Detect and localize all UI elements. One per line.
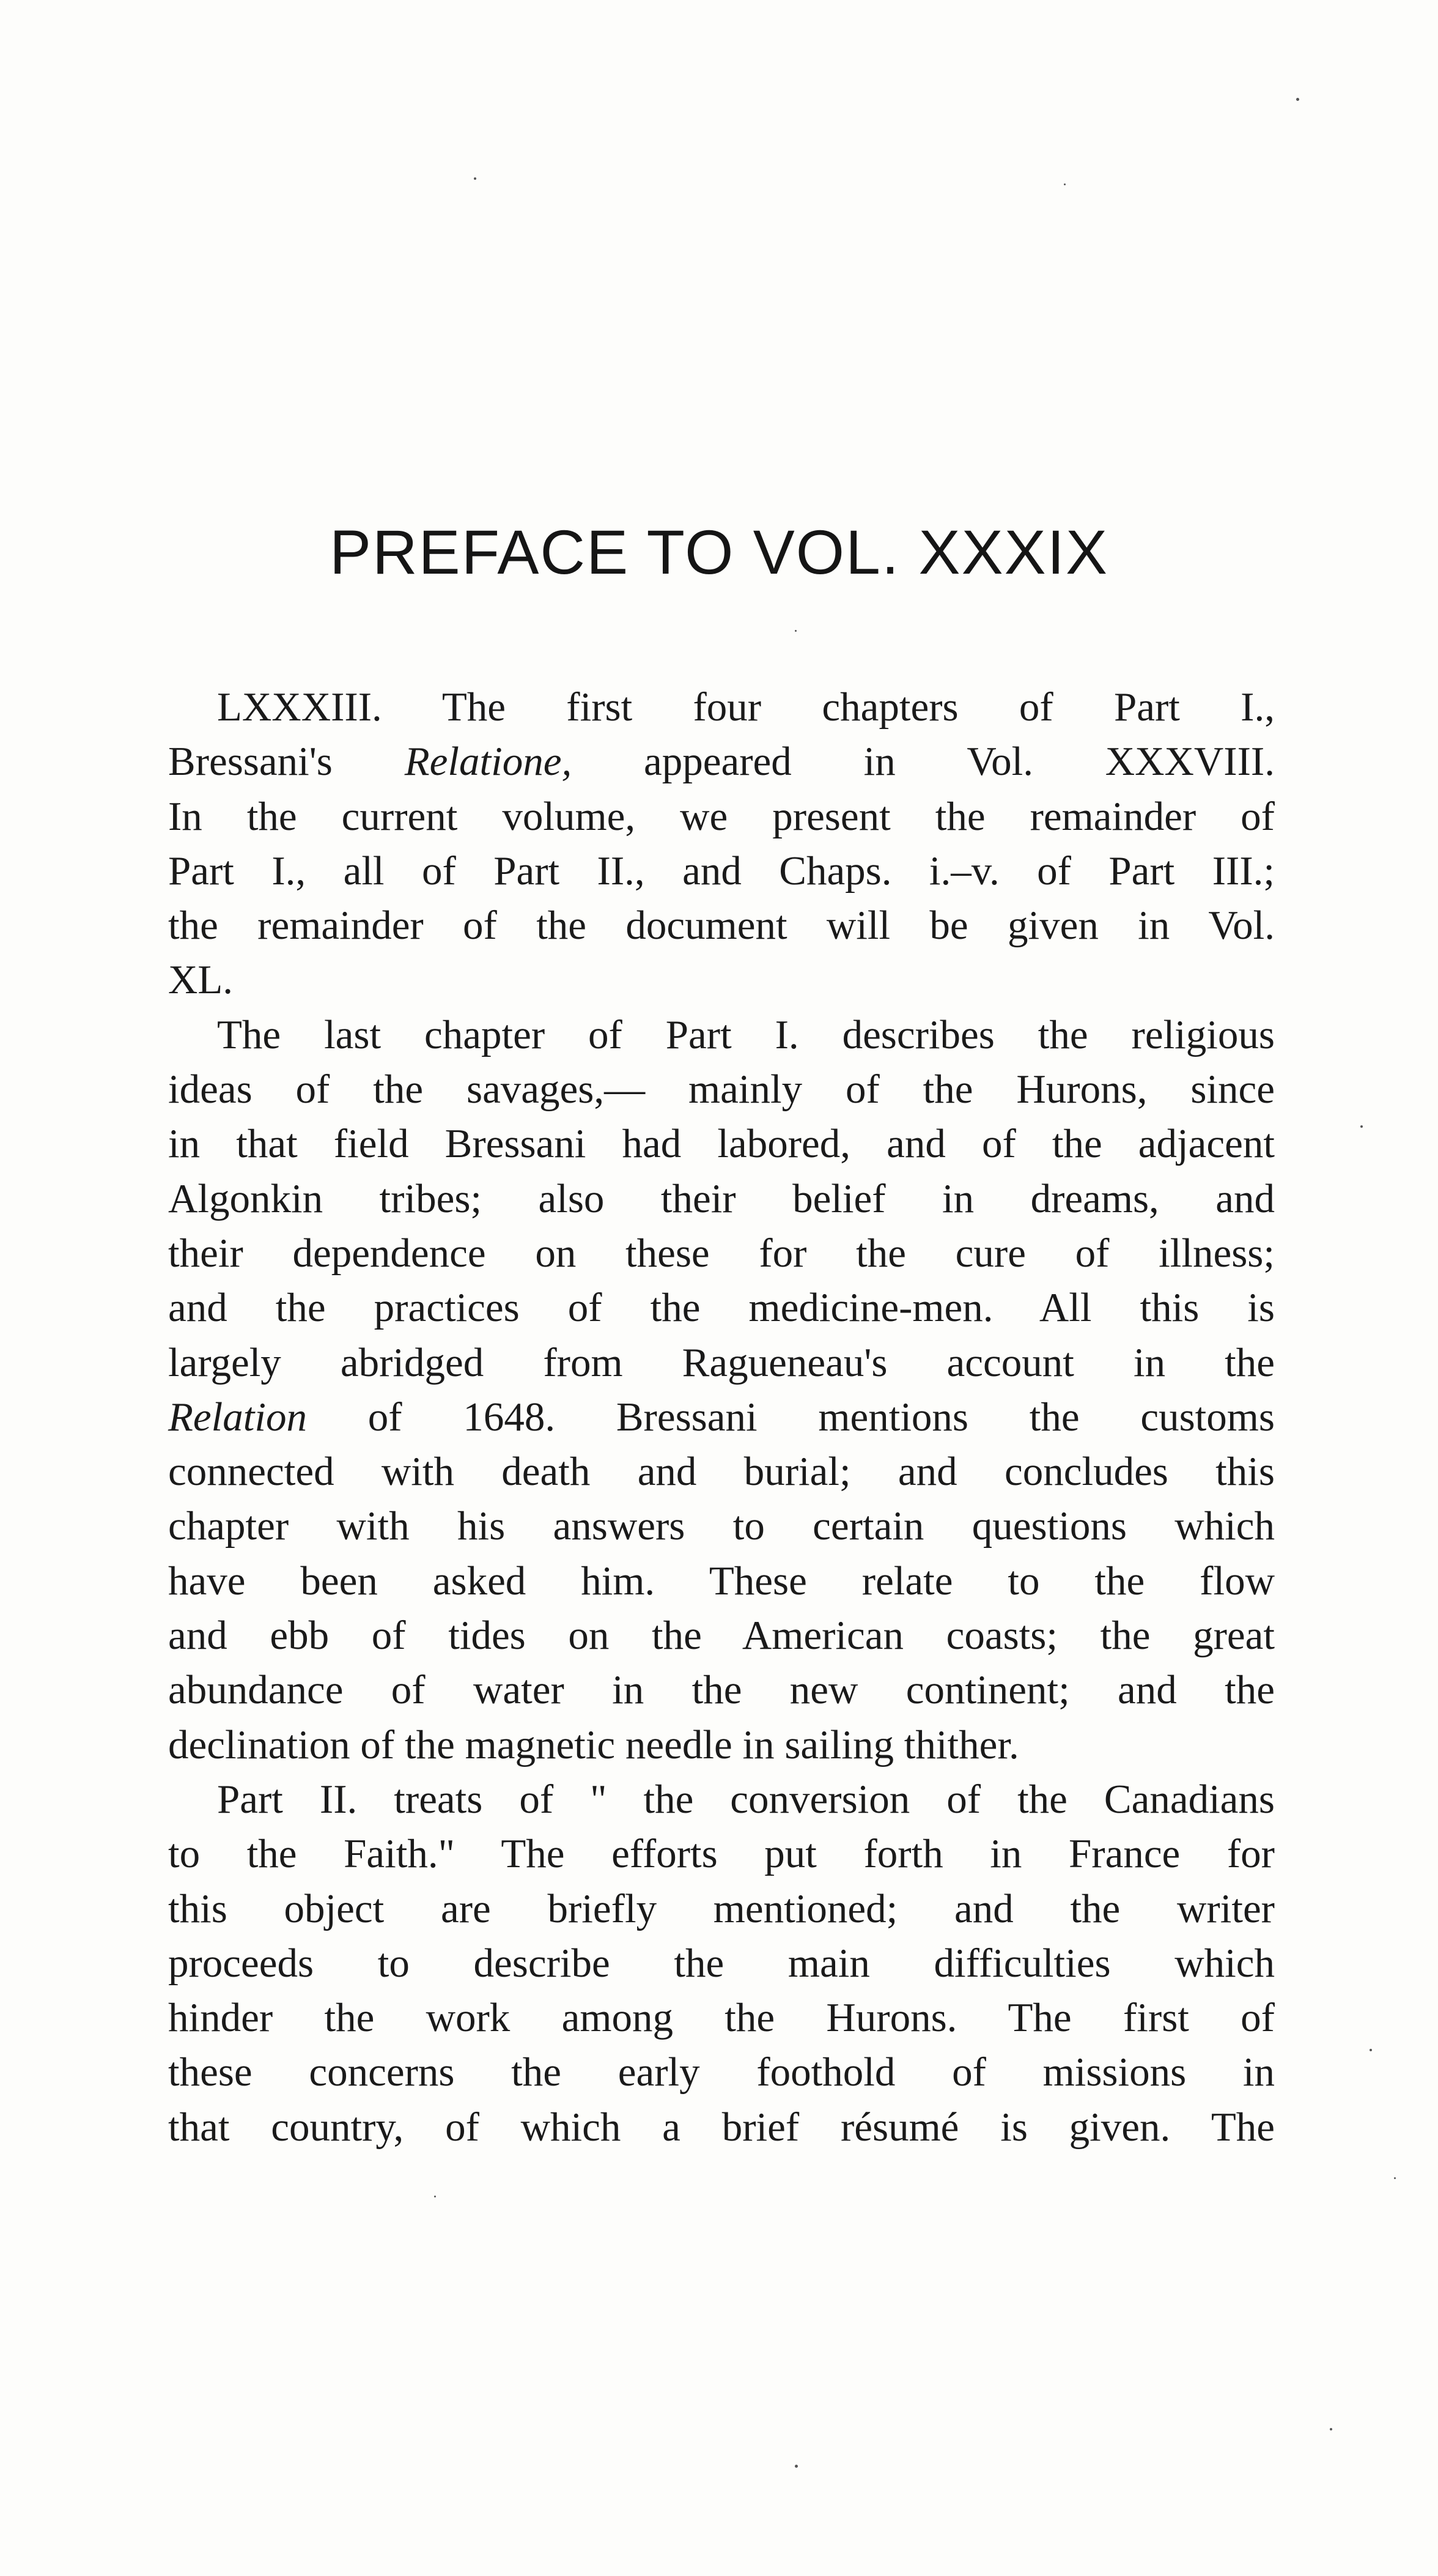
text-line: Bressani's Relatione, appeared in Vol. XXXVIII. <box>168 739 1275 785</box>
scan-speck <box>1370 2049 1372 2051</box>
text-line: that country, of which a brief résumé is given. The <box>168 2104 1275 2150</box>
text-line: largely abridged from Ragueneau's account in the <box>168 1339 1275 1385</box>
text-line: connected with death and burial; and concludes this <box>168 1449 1275 1495</box>
scan-speck <box>1360 1125 1363 1128</box>
body-text <box>168 680 1275 2155</box>
scan-speck <box>1330 2428 1332 2430</box>
text-line: proceeds to describe the main difficulties which <box>168 1940 1275 1986</box>
text-line: and ebb of tides on the American coasts; the great <box>168 1613 1275 1659</box>
text-line: this object are briefly mentioned; and the writer <box>168 1886 1275 1931</box>
scan-speck <box>795 2465 798 2468</box>
paragraph <box>168 1772 1275 2155</box>
text-line: The last chapter of Part I. describes the religious <box>217 1012 1275 1057</box>
text-line: declination of the magnetic needle in sailing thither. <box>168 1722 1019 1767</box>
paragraph <box>168 680 1275 1008</box>
page-title: PREFACE TO VOL. XXXIX <box>329 517 1109 587</box>
text-line: and the practices of the medicine-men. All this is <box>168 1285 1275 1331</box>
text-line: Part I., all of Part II., and Chaps. i.–v. of Part III.; <box>168 848 1275 894</box>
paragraph <box>168 1008 1275 1772</box>
text-line: chapter with his answers to certain questions which <box>168 1503 1275 1549</box>
text-line: hinder the work among the Hurons. The first of <box>168 1995 1275 2041</box>
scan-speck <box>474 177 476 180</box>
text-line: ideas of the savages,— mainly of the Hurons, since <box>168 1067 1275 1112</box>
text-line: to the Faith." The efforts put forth in France for <box>168 1831 1275 1877</box>
text-line: Relation of 1648. Bressani mentions the customs <box>168 1394 1275 1440</box>
text-line: the remainder of the document will be given in Vol. <box>168 903 1275 949</box>
text-line: In the current volume, we present the remainder of <box>168 793 1275 839</box>
text-line: these concerns the early foothold of missions in <box>168 2049 1275 2095</box>
text-line: Algonkin tribes; also their belief in dreams, and <box>168 1175 1275 1221</box>
text-line: Part II. treats of " the conversion of the Canadians <box>217 1776 1275 1822</box>
text-line: have been asked him. These relate to the flow <box>168 1558 1275 1604</box>
text-line: abundance of water in the new continent; and the <box>168 1667 1275 1713</box>
scan-speck <box>795 630 797 632</box>
scan-speck <box>1394 2177 1396 2179</box>
scan-speck <box>1296 98 1299 101</box>
text-line: their dependence on these for the cure of illness; <box>168 1230 1275 1276</box>
text-line: XL. <box>168 957 234 1003</box>
text-line: in that field Bressani had labored, and of the adjacent <box>168 1121 1275 1167</box>
scan-speck <box>1064 183 1066 185</box>
scan-speck <box>434 2196 436 2197</box>
text-line: LXXXIII. The first four chapters of Part I., <box>217 684 1275 730</box>
